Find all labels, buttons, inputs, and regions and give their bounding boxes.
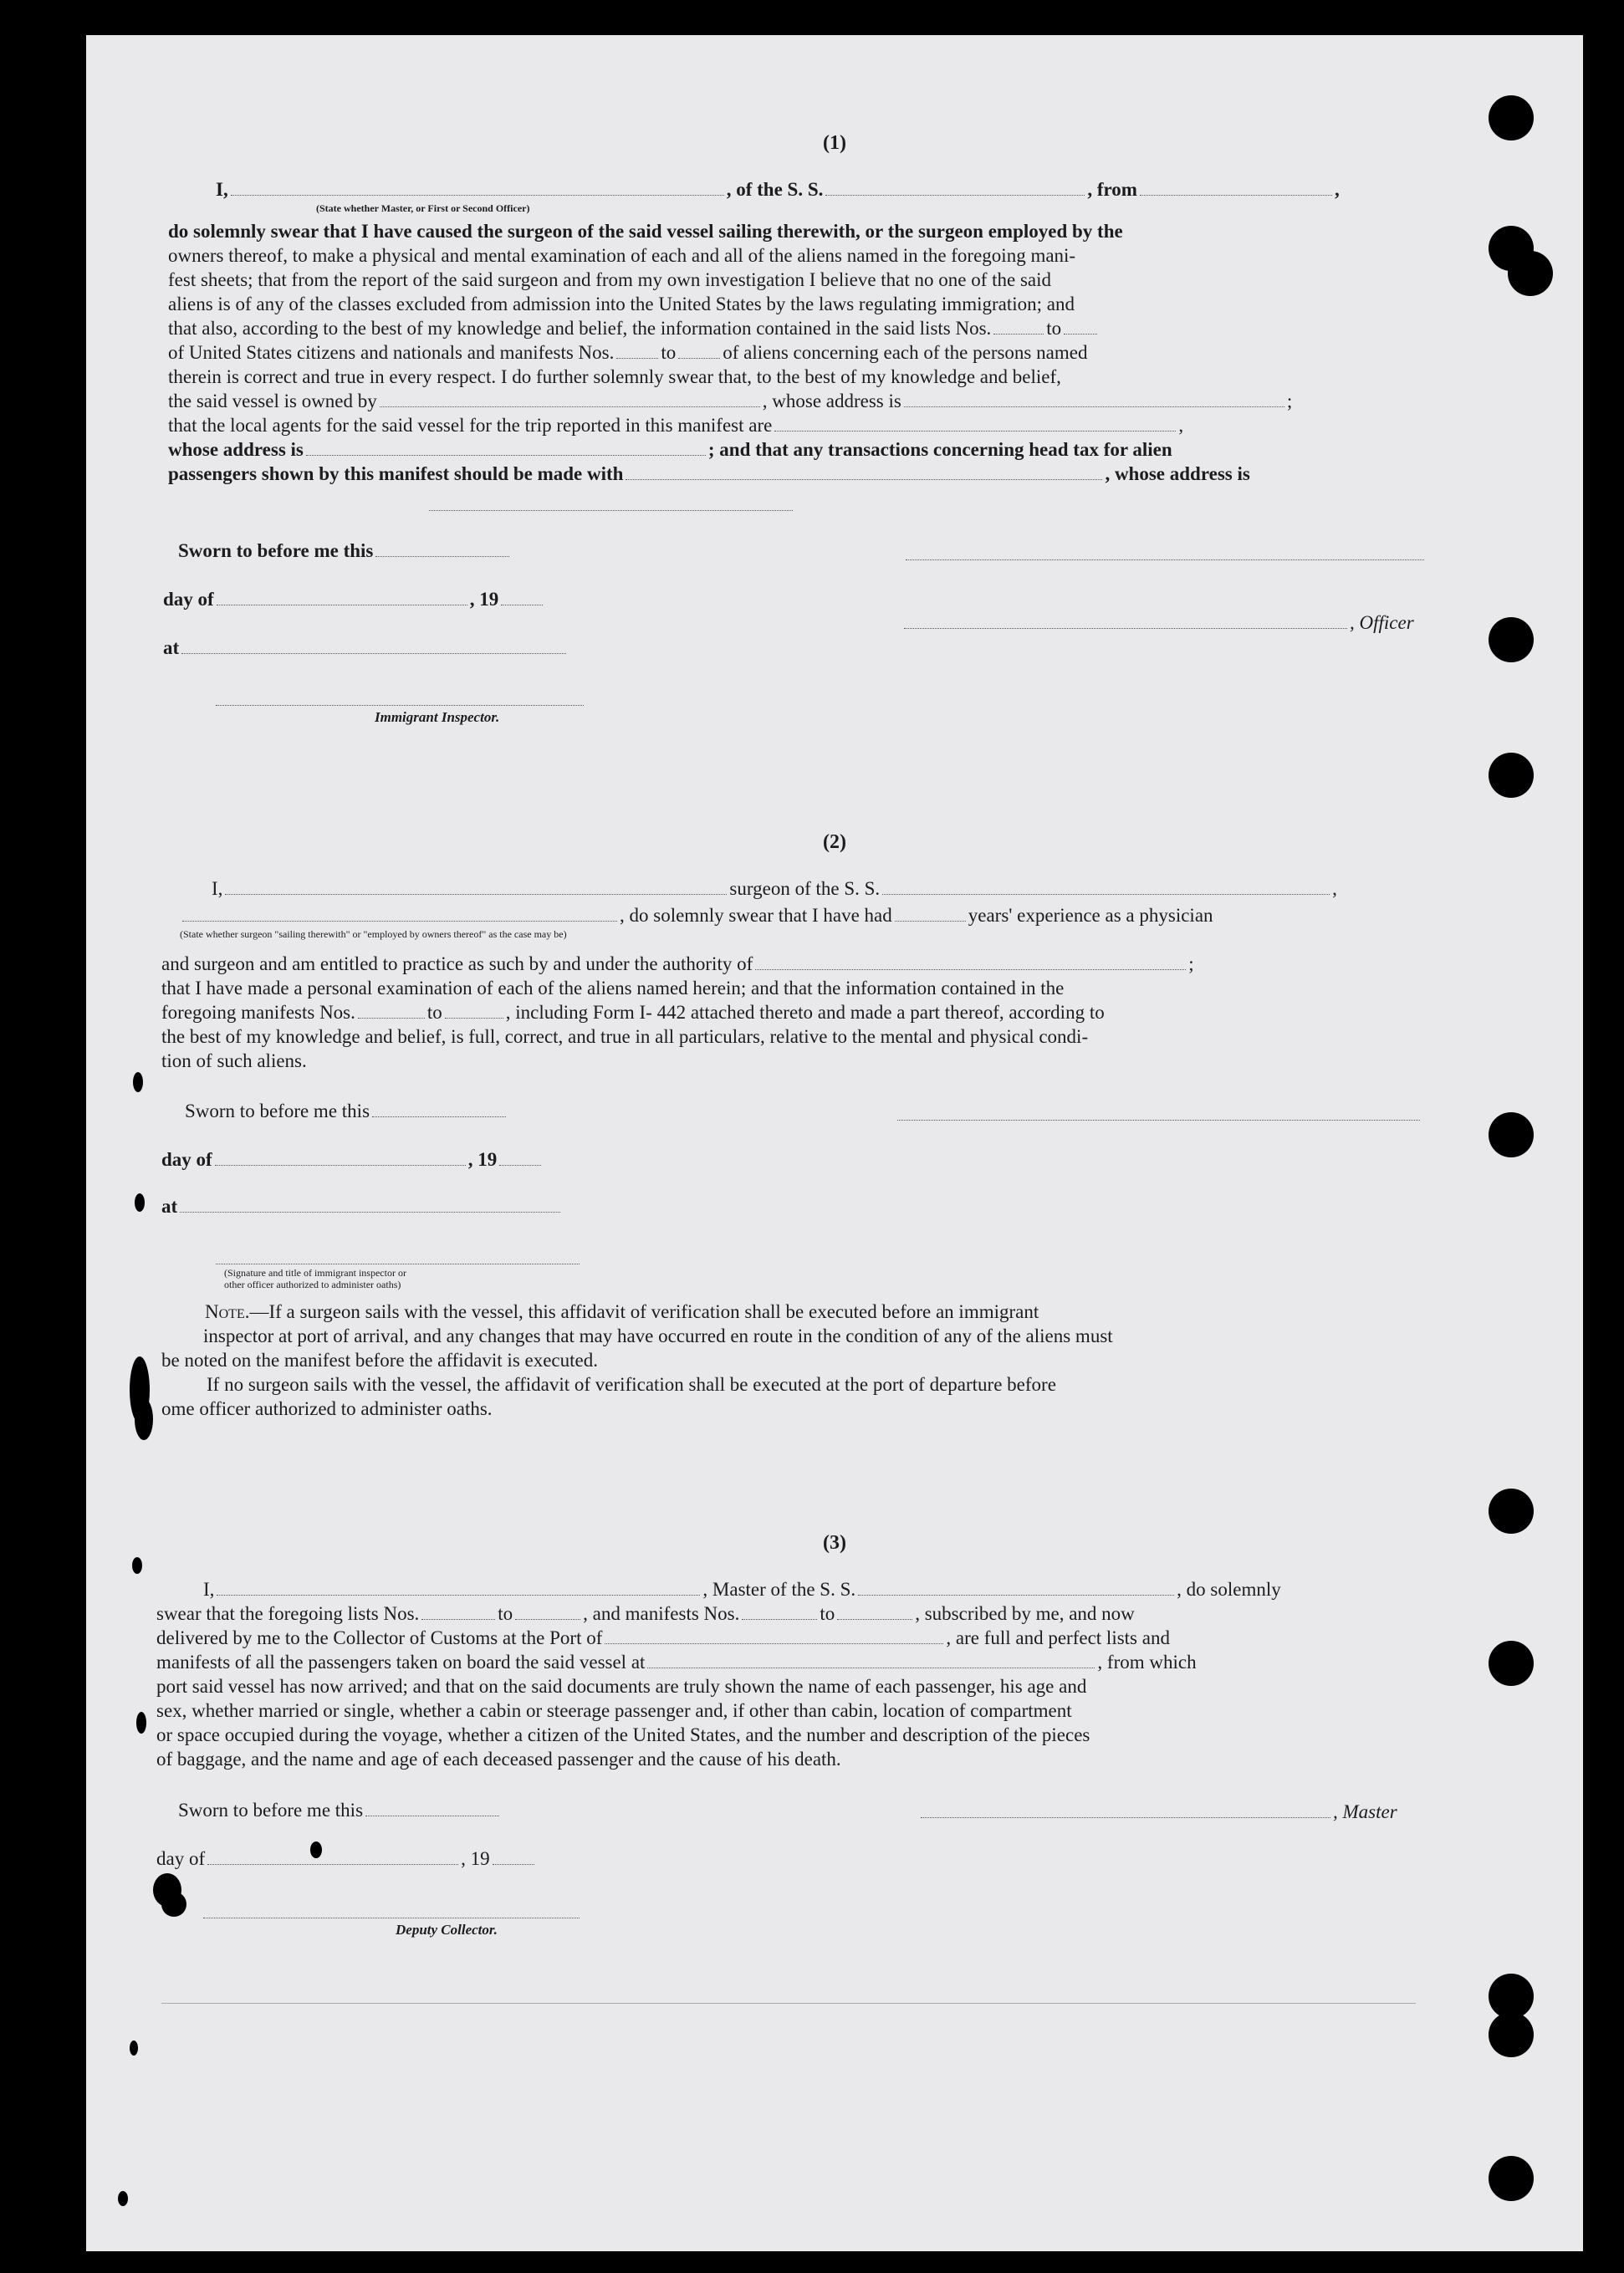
officer-title-field[interactable] <box>904 615 1347 629</box>
master-name-field[interactable] <box>217 1581 700 1596</box>
lists-from-field[interactable] <box>993 320 1044 335</box>
years-experience-field[interactable] <box>895 907 966 922</box>
section-1-text: passengers shown by this manifest should be made with , whose address is <box>168 463 1250 484</box>
sworn-line: Sworn to before me this <box>178 540 512 562</box>
manifests-to-field[interactable] <box>445 1004 503 1019</box>
section-1-text: fest sheets; that from the report of the said surgeon and from my own investigation I believe that no one of the said <box>168 269 1052 290</box>
port-field[interactable] <box>605 1630 943 1644</box>
lists-to-field[interactable] <box>515 1606 580 1620</box>
agents-address-field[interactable] <box>306 442 706 456</box>
collector-caption: Deputy Collector. <box>396 1922 498 1938</box>
lists-from-field[interactable] <box>421 1606 495 1620</box>
section-2-text: foregoing manifests Nos. to , including Form I- 442 attached thereto and made a part thereof, according to <box>161 1002 1105 1023</box>
note-text: If no surgeon sails with the vessel, the affidavit of verification shall be executed at the port of departure before <box>207 1374 1056 1395</box>
embarkation-port-field[interactable] <box>647 1654 1095 1668</box>
ink-stain <box>161 1892 186 1917</box>
ink-stain <box>135 1193 145 1212</box>
officer-rank-note: (State whether Master, or First or Second Officer) <box>316 202 530 214</box>
note-text: inspector at port of arrival, and any changes that may have occurred en route in the condition of any of the aliens must <box>203 1325 1113 1346</box>
note-text: ome officer authorized to administer oaths. <box>161 1398 493 1419</box>
inspector-signature-field[interactable] <box>216 1263 580 1264</box>
head-tax-contact-field[interactable] <box>626 466 1102 480</box>
officer-line: , Officer <box>901 612 1414 634</box>
section-1-text: whose address is ; and that any transactions concerning head tax for alien <box>168 439 1172 460</box>
manifests-from-field[interactable] <box>742 1606 817 1620</box>
sworn-line: Sworn to before me this <box>178 1800 502 1821</box>
authority-field[interactable] <box>755 956 1186 970</box>
ink-stain <box>130 2041 138 2056</box>
ink-stain <box>118 2191 128 2206</box>
section-1-text: the said vessel is owned by , whose address is ; <box>168 391 1293 411</box>
signature-caption: other officer authorized to administer oaths) <box>224 1279 401 1290</box>
year-field[interactable] <box>493 1851 534 1865</box>
section-3-text: manifests of all the passengers taken on board the said vessel at , from which <box>156 1652 1197 1673</box>
section-1-declarant-line: I, , of the S. S. , from , <box>216 179 1340 200</box>
section-1-text: that also, according to the best of my knowledge and belief, the information contained in the said lists Nos. to <box>168 318 1100 340</box>
inspector-signature-field[interactable] <box>216 704 584 706</box>
at-line: at <box>163 637 569 659</box>
section-3-text: port said vessel has now arrived; and that on the said documents are truly shown the name of each passenger, his age and <box>156 1676 1087 1697</box>
origin-port-field[interactable] <box>1140 181 1332 196</box>
section-2-text: the best of my knowledge and belief, is full, correct, and true in all particulars, relative to the mental and physical condi- <box>161 1026 1089 1047</box>
month-field[interactable] <box>215 1152 466 1166</box>
day-line: day of , 19 <box>161 1149 544 1171</box>
punch-hole <box>1489 1112 1534 1157</box>
month-field[interactable] <box>217 591 467 605</box>
collector-signature-field[interactable] <box>203 1917 580 1918</box>
section-1-text: do solemnly swear that I have caused the surgeon of the said vessel sailing therewith, or the surgeon employed by the <box>168 221 1123 242</box>
section-3-heading: (3) <box>823 1532 846 1554</box>
vessel-name-field[interactable] <box>825 181 1085 196</box>
section-2-text: tion of such aliens. <box>161 1050 307 1071</box>
year-field[interactable] <box>499 1152 541 1166</box>
section-3-text: swear that the foregoing lists Nos. to , and manifests Nos. to , subscribed by me, and now <box>156 1603 1135 1624</box>
section-1-text: that the local agents for the said vessel for the trip reported in this manifest are , <box>168 415 1184 436</box>
note-text: be noted on the manifest before the affidavit is executed. <box>161 1350 598 1371</box>
bottom-rule <box>161 2002 1416 2004</box>
ink-stain <box>133 1072 143 1092</box>
manifests-to-field[interactable] <box>678 345 720 359</box>
section-3-text: delivered by me to the Collector of Customs at the Port of , are full and perfect lists and <box>156 1627 1170 1648</box>
manifests-from-field[interactable] <box>358 1004 425 1019</box>
section-1-heading: (1) <box>823 132 846 154</box>
section-1-text: owners thereof, to make a physical and mental examination of each and all of the aliens named in the foregoing mani- <box>168 245 1076 266</box>
sworn-day-field[interactable] <box>375 543 509 557</box>
surgeon-name-field[interactable] <box>225 881 727 895</box>
sworn-day-field[interactable] <box>372 1103 506 1117</box>
ink-stain <box>135 1398 153 1440</box>
section-3-text: sex, whether married or single, whether a cabin or steerage passenger and, if other than cabin, location of compartment <box>156 1700 1072 1721</box>
section-1-text: therein is correct and true in every respect. I do further solemnly swear that, to the best of my knowledge and belief, <box>168 366 1061 387</box>
surgeon-status-field[interactable] <box>182 907 617 922</box>
place-field[interactable] <box>181 640 566 654</box>
section-3-text: or space occupied during the voyage, whether a citizen of the United States, and the number and description of the pieces <box>156 1724 1090 1745</box>
punch-hole <box>1489 2156 1534 2201</box>
ink-stain <box>132 1557 142 1574</box>
head-tax-address-field[interactable] <box>429 509 793 511</box>
master-signature-line: , Master <box>918 1801 1397 1823</box>
punch-hole <box>1489 1641 1534 1686</box>
vessel-name-field[interactable] <box>882 881 1330 895</box>
section-2-text: and surgeon and am entitled to practice as such by and under the authority of ; <box>161 953 1194 974</box>
vessel-owner-field[interactable] <box>380 393 760 407</box>
sworn-line: Sworn to before me this <box>185 1101 508 1122</box>
ink-stain <box>136 1712 146 1734</box>
sworn-day-field[interactable] <box>365 1802 499 1816</box>
master-line: I, , Master of the S. S. , do solemnly <box>203 1579 1281 1600</box>
section-1-text: of United States citizens and nationals and manifests Nos. to of aliens concerning each of the persons named <box>168 342 1088 363</box>
document-page <box>86 35 1583 2251</box>
month-field[interactable] <box>207 1851 458 1865</box>
surgeon-signature-field[interactable] <box>897 1119 1420 1121</box>
punch-hole <box>1489 617 1534 662</box>
at-line: at <box>161 1196 563 1218</box>
day-line: day of , 19 <box>163 589 545 610</box>
owner-address-field[interactable] <box>904 393 1284 407</box>
section-1-text: aliens is of any of the classes excluded from admission into the United States by the laws regulating immigration; and <box>168 294 1075 314</box>
punch-hole <box>1489 2012 1534 2057</box>
note-text: Note.—If a surgeon sails with the vessel, this affidavit of verification shall be executed before an immigrant <box>205 1301 1039 1322</box>
year-field[interactable] <box>501 591 543 605</box>
signature-caption: (Signature and title of immigrant inspector or <box>224 1267 406 1279</box>
surgeon-line: I, surgeon of the S. S. , <box>212 878 1337 899</box>
surgeon-line: , do solemnly swear that I have had years' experience as a physician <box>180 905 1213 927</box>
inspector-caption: Immigrant Inspector. <box>375 709 500 725</box>
section-2-text: that I have made a personal examination of each of the aliens named herein; and that the information contained in the <box>161 978 1065 999</box>
lists-to-field[interactable] <box>1064 320 1097 335</box>
manifests-from-field[interactable] <box>616 345 658 359</box>
manifests-to-field[interactable] <box>837 1606 912 1620</box>
punch-hole <box>1489 753 1534 798</box>
surgeon-status-note: (State whether surgeon "sailing therewith" or "employed by owners thereof" as the case may be) <box>180 928 567 940</box>
master-signature-field[interactable] <box>921 1804 1330 1818</box>
day-line: day of , 19 <box>156 1848 537 1870</box>
vessel-name-field[interactable] <box>858 1581 1174 1596</box>
place-field[interactable] <box>180 1198 560 1213</box>
officer-name-field[interactable] <box>231 181 724 196</box>
punch-hole <box>1489 1489 1534 1534</box>
section-2-heading: (2) <box>823 831 846 853</box>
section-3-text: of baggage, and the name and age of each deceased passenger and the cause of his death. <box>156 1749 841 1770</box>
punch-hole <box>1508 251 1553 296</box>
local-agents-field[interactable] <box>774 417 1176 432</box>
officer-signature-field[interactable] <box>906 559 1424 560</box>
